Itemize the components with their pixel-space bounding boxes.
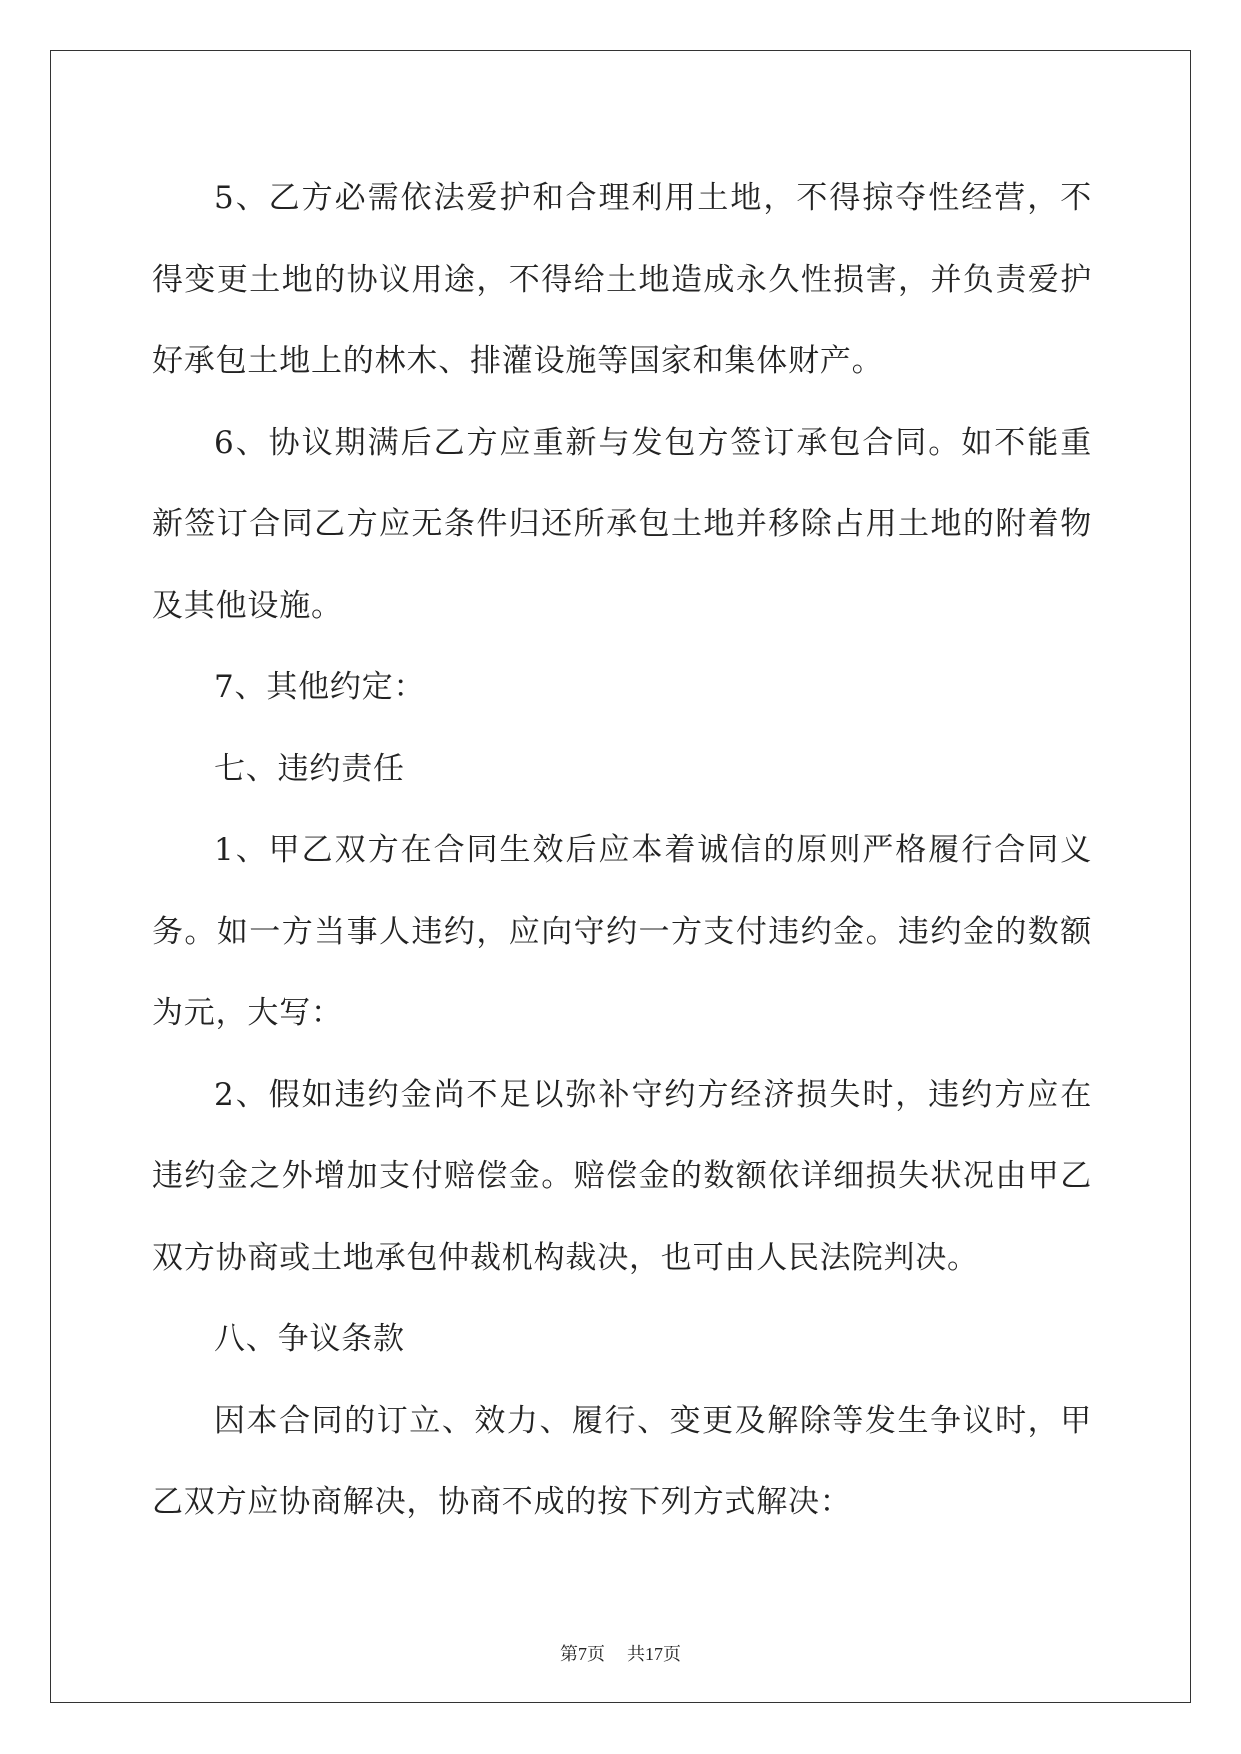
section-heading-breach-liability: 七、违约责任: [214, 750, 405, 787]
breach-clause-1-paragraph: 1、甲乙双方在合同生效后应本着诚信的原则严格履行合同义务。如一方当事人违约，应向守约一方支付违约金。违约金的数额为元，大写：: [152, 832, 1092, 1031]
clause-6-paragraph: 6、协议期满后乙方应重新与发包方签订承包合同。如不能重新签订合同乙方应无条件归还所承包土地并移除占用土地的附着物及其他设施。: [152, 424, 1092, 624]
current-page-number: 第7页: [560, 1644, 605, 1664]
page-footer: [0, 1640, 1241, 1666]
dispute-clause-paragraph: 因本合同的订立、效力、履行、变更及解除等发生争议时，甲乙双方应协商解决，协商不成的按下列方式解决：: [152, 1402, 1092, 1520]
document-body: [152, 158, 1092, 1544]
breach-clause-2-paragraph: 2、假如违约金尚不足以弥补守约方经济损失时，违约方应在违约金之外增加支付赔偿金。赔偿金的数额依详细损失状况由甲乙双方协商或土地承包仲裁机构裁决，也可由人民法院判决。: [152, 1076, 1092, 1276]
total-pages: 共17页: [627, 1644, 681, 1664]
section-heading-dispute-clause: 八、争议条款: [214, 1321, 405, 1357]
clause-5-paragraph: 5、乙方必需依法爱护和合理利用土地，不得掠夺性经营，不得变更土地的协议用途，不得给土地造成永久性损害，并负责爱护好承包土地上的林木、排灌设施等国家和集体财产。: [152, 180, 1092, 379]
clause-7-paragraph: 7、其他约定：: [214, 669, 426, 705]
